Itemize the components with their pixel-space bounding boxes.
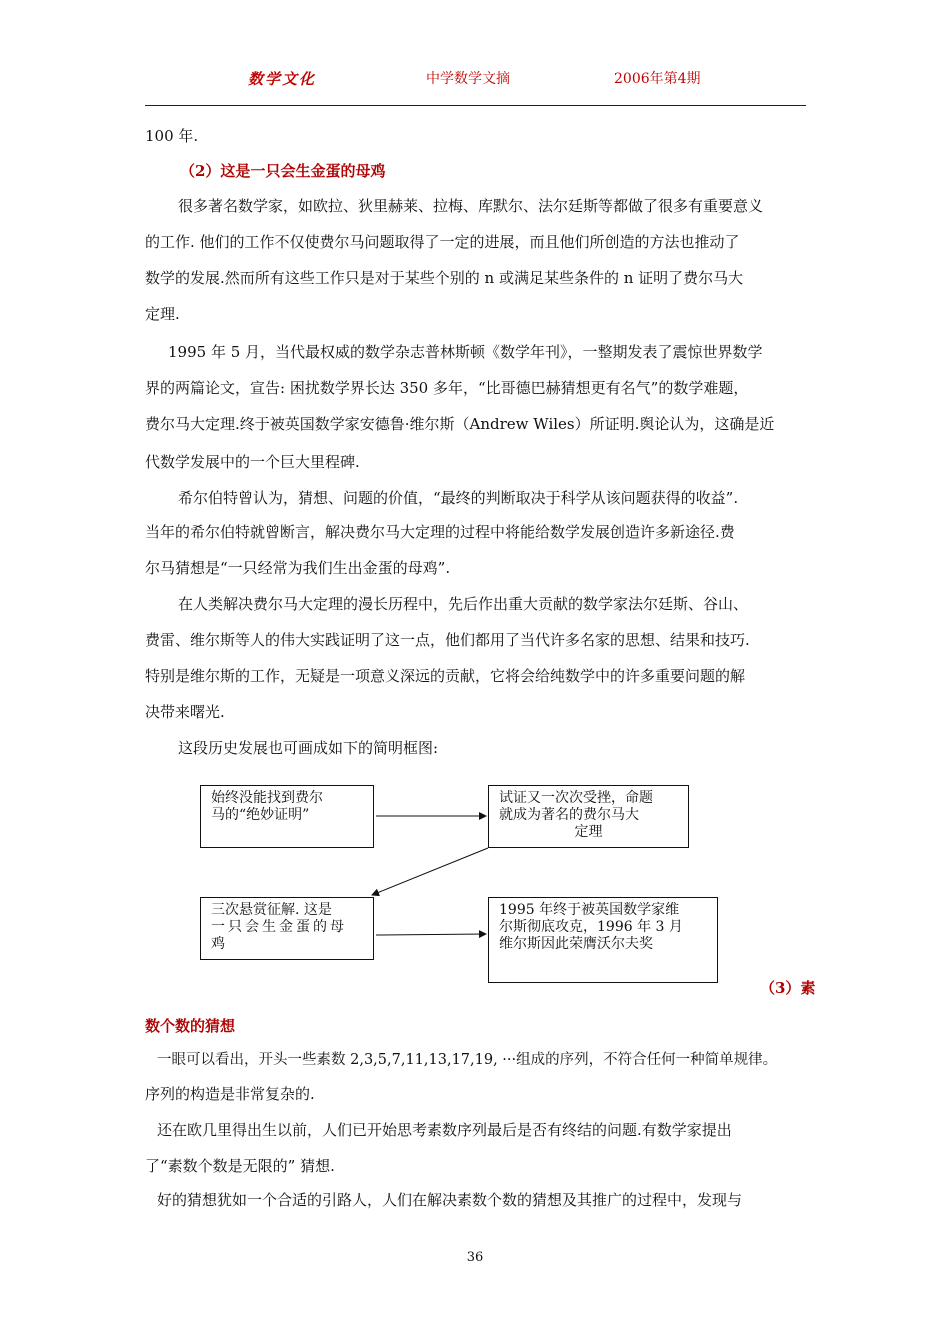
body-line: 很多著名数学家，如欧拉、狄里赫莱、拉梅、库默尔、法尔廷斯等都做了很多有重要意义: [178, 197, 764, 215]
body-line: 的工作. 他们的工作不仅使费尔马问题取得了一定的进展，而且他们所创造的方法也推动了: [145, 233, 740, 251]
diagram-box-4-line: 1995 年终于被英国数学家维: [499, 902, 680, 918]
body-line: 这段历史发展也可画成如下的简明框图:: [178, 739, 439, 757]
diagram-box-1-line: 马的“绝妙证明”: [211, 807, 310, 823]
arrow-3-to-4: [376, 934, 486, 935]
section-heading-3-start: （3）素: [760, 979, 816, 997]
journal-name: 中学数学文摘: [426, 71, 510, 87]
diagram-box-3-line: 三次悬赏征解. 这是: [211, 902, 332, 918]
diagram-box-2-line: 就成为著名的费尔马大: [499, 807, 639, 823]
diagram-box-2-line: 定理: [574, 824, 603, 840]
body-line: 1995 年 5 月，当代最权威的数学杂志普林斯顿《数学年刊》，一整期发表了震惊世界数学: [168, 343, 763, 361]
body-line: 数学的发展.然而所有这些工作只是对于某些个别的 n 或满足某些条件的 n 证明了费尔马大: [145, 269, 744, 287]
diagram-box-4-line: 尔斯彻底攻克，1996 年 3 月: [499, 919, 683, 935]
body-line: 100 年.: [145, 127, 199, 145]
body-line: 一眼可以看出，开头一些素数 2,3,5,7,11,13,17,19, ···组成的序列，不符合任何一种简单规律。: [157, 1052, 778, 1068]
arrow-2-to-3: [372, 848, 488, 895]
body-line: 希尔伯特曾认为，猜想、问题的价值，“最终的判断取决于科学从该问题获得的收益”.: [178, 489, 739, 507]
body-line: 决带来曙光.: [145, 703, 225, 721]
body-line: 了“素数个数是无限的” 猜想.: [145, 1157, 335, 1175]
body-line: 当年的希尔伯特就曾断言，解决费尔马大定理的过程中将能给数学发展创造许多新途径.费: [145, 523, 735, 541]
section-heading-3-end: 数个数的猜想: [145, 1017, 236, 1035]
body-line: 还在欧几里得出生以前，人们已开始思考素数序列最后是否有终结的问题.有数学家提出: [157, 1121, 732, 1139]
diagram-box-3-line: 一只会生金蛋的母: [211, 919, 347, 935]
diagram-box-2-line: 试证又一次次受挫，命题: [499, 790, 653, 806]
diagram-box-3-line: 鸡: [211, 936, 225, 952]
page-number: 36: [466, 1250, 484, 1265]
section-heading-2: （2）这是一只会生金蛋的母鸡: [180, 162, 386, 180]
body-line: 好的猜想犹如一个合适的引路人，人们在解决素数个数的猜想及其推广的过程中，发现与: [157, 1191, 743, 1209]
body-line: 界的两篇论文，宣告: 困扰数学界长达 350 多年，“比哥德巴赫猜想更有名气”的数学难题，: [145, 379, 749, 397]
body-line: 尔马猜想是“一只经常为我们生出金蛋的母鸡”.: [145, 559, 451, 577]
body-line: 费尔马大定理.终于被英国数学家安德鲁·维尔斯（Andrew Wiles）所证明.舆论认为，这确是近: [145, 415, 775, 433]
diagram-box-1-line: 始终没能找到费尔: [211, 790, 323, 806]
body-line: 定理.: [145, 305, 180, 323]
body-line: 特别是维尔斯的工作，无疑是一项意义深远的贡献，它将会给纯数学中的许多重要问题的解: [145, 667, 746, 685]
journal-section-title: 数学文化: [248, 70, 317, 88]
diagram-box-4-line: 维尔斯因此荣膺沃尔夫奖: [499, 936, 653, 952]
issue-info: 2006年第4期: [614, 71, 701, 87]
body-line: 在人类解决费尔马大定理的漫长历程中，先后作出重大贡献的数学家法尔廷斯、谷山、: [178, 595, 749, 613]
body-line: 序列的构造是非常复杂的.: [145, 1085, 315, 1103]
body-line: 费雷、维尔斯等人的伟大实践证明了这一点，他们都用了当代许多名家的思想、结果和技巧.: [145, 631, 750, 649]
body-line: 代数学发展中的一个巨大里程碑.: [145, 453, 360, 471]
